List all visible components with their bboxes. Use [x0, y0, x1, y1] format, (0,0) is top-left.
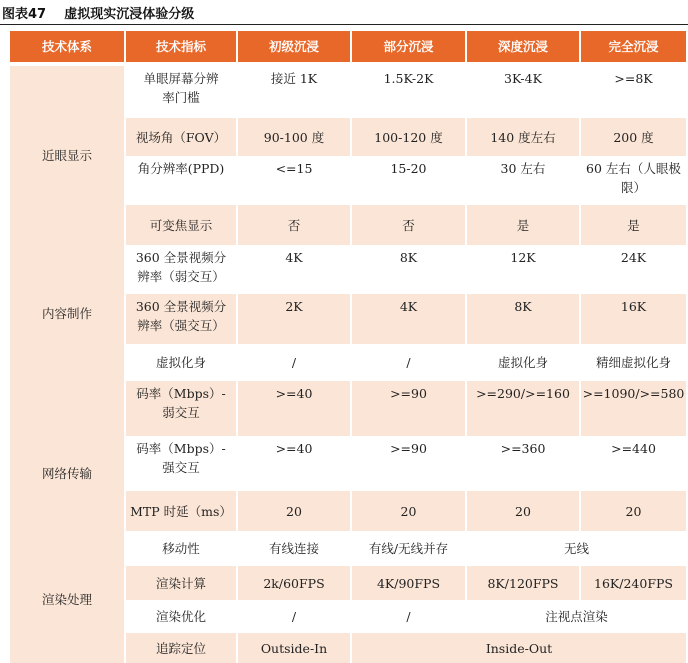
indicator-cell-text: 角分辨率(PPD) — [137, 161, 225, 176]
value-cell — [352, 245, 465, 294]
value-cell-merged-text: 注视点渲染 — [545, 609, 608, 624]
value-cell — [352, 156, 465, 205]
value-cell — [352, 600, 465, 633]
indicator-cell — [126, 294, 236, 344]
indicator-cell-text: 追踪定位 — [155, 640, 206, 656]
value-cell — [467, 118, 579, 156]
value-cell — [352, 118, 465, 156]
indicator-cell-text: 渲染优化 — [155, 609, 206, 624]
header-cell-text: 完全沉浸 — [608, 39, 659, 54]
value-cell — [467, 294, 579, 344]
value-cell-text: / — [406, 355, 411, 370]
value-cell — [238, 600, 350, 633]
value-cell — [352, 436, 465, 491]
group-label-cell — [10, 66, 124, 245]
indicator-cell — [126, 491, 236, 531]
value-cell — [581, 66, 686, 118]
group-label-cell-text: 网络传输 — [41, 466, 92, 481]
value-cell — [238, 156, 350, 205]
value-cell-text: 4K/90FPS — [376, 575, 441, 591]
indicator-cell — [126, 344, 236, 381]
header-cell-text: 初级沉浸 — [268, 39, 319, 54]
value-cell-text: >=90 — [390, 441, 427, 456]
value-cell-text: 20 — [400, 503, 417, 519]
value-cell-text: 是 — [516, 217, 530, 233]
value-cell-text: 2k/60FPS — [263, 575, 325, 591]
indicator-cell-text: 单眼屏幕分辨 率门槛 — [143, 71, 219, 105]
value-cell-merged — [467, 600, 686, 633]
indicator-cell-text: 360 全景视频分 辨率（强交互） — [135, 299, 227, 333]
value-cell-text: 接近 1K — [270, 71, 318, 86]
value-cell — [581, 344, 686, 381]
value-cell-merged — [352, 633, 686, 663]
header-cell-text: 深度沉浸 — [497, 39, 548, 54]
value-cell — [467, 491, 579, 531]
indicator-cell-text: 码率（Mbps）- 强交互 — [136, 441, 226, 475]
indicator-cell — [126, 436, 236, 491]
value-cell-text: 是 — [627, 217, 640, 233]
value-cell — [352, 381, 465, 436]
value-cell — [467, 156, 579, 205]
value-cell-text: 有线连接 — [268, 541, 319, 556]
indicator-cell — [126, 66, 236, 118]
value-cell-text: 90-100 度 — [263, 129, 325, 145]
value-cell-text: >=290/>=160 — [476, 386, 570, 401]
value-cell-text: 20 — [625, 503, 642, 519]
group-label-cell-text: 渲染处理 — [41, 592, 92, 607]
value-cell-merged — [467, 531, 686, 566]
indicator-cell-text: 虚拟化身 — [155, 355, 206, 370]
value-cell — [238, 491, 350, 531]
value-cell-text: >=40 — [275, 441, 313, 456]
value-cell-text: 20 — [286, 503, 302, 519]
group-label-cell — [10, 566, 124, 633]
value-cell — [581, 381, 686, 436]
value-cell — [238, 294, 350, 344]
value-cell-text: 8K/120FPS — [487, 575, 559, 591]
indicator-cell — [126, 600, 236, 633]
value-cell-text: / — [291, 609, 297, 624]
indicator-cell — [126, 205, 236, 245]
value-cell — [238, 205, 350, 245]
value-cell-text: 8K — [399, 250, 418, 265]
group-label-cell-text: 内容制作 — [41, 305, 92, 321]
value-cell-text: 24K — [620, 250, 647, 265]
value-cell — [238, 531, 350, 566]
value-cell — [238, 566, 350, 600]
value-cell-text: >=440 — [611, 441, 656, 456]
header-cell-text: 技术体系 — [41, 39, 92, 54]
indicator-cell-text: 渲染计算 — [155, 575, 206, 591]
value-cell-text: 2K — [285, 299, 303, 314]
indicator-cell-text: 视场角（FOV） — [135, 129, 227, 145]
value-cell-text: 有线/无线并存 — [368, 541, 449, 556]
header-cell — [126, 31, 236, 62]
value-cell-text: 12K — [510, 250, 536, 265]
value-cell — [352, 491, 465, 531]
value-cell-text: >=40 — [275, 386, 313, 401]
value-cell — [352, 344, 465, 381]
value-cell — [581, 491, 686, 531]
value-cell — [581, 245, 686, 294]
value-cell-text: 60 左右（人眼极 限） — [586, 161, 681, 195]
value-cell — [238, 344, 350, 381]
indicator-cell — [126, 156, 236, 205]
indicator-cell-text: 360 全景视频分 辨率（弱交互） — [135, 250, 227, 284]
header-cell — [581, 31, 686, 62]
header-cell — [10, 31, 124, 62]
value-cell — [581, 118, 686, 156]
value-cell — [352, 205, 465, 245]
value-cell-text: >=360 — [500, 441, 546, 456]
value-cell-text: <=15 — [275, 161, 313, 176]
value-cell — [238, 436, 350, 491]
header-cell-text: 部分沉浸 — [383, 39, 434, 54]
indicator-cell — [126, 118, 236, 156]
value-cell-merged-text: Inside-Out — [485, 640, 553, 656]
value-cell-text: 虚拟化身 — [497, 355, 548, 370]
value-cell-text: 100-120 度 — [374, 129, 443, 145]
value-cell — [352, 531, 465, 566]
value-cell — [238, 381, 350, 436]
group-label-cell-text: 近眼显示 — [41, 148, 92, 163]
value-cell-text: 16K — [620, 299, 647, 314]
indicator-cell-text: 码率（Mbps）- 弱交互 — [136, 386, 226, 420]
value-cell-text: >=90 — [390, 386, 427, 401]
value-cell — [467, 66, 579, 118]
indicator-cell — [126, 633, 236, 663]
value-cell-text: / — [406, 609, 411, 624]
value-cell-text: 20 — [515, 503, 531, 519]
value-cell — [238, 118, 350, 156]
value-cell-text: 8K — [514, 299, 532, 314]
value-cell — [352, 66, 465, 118]
value-cell — [467, 245, 579, 294]
value-cell-text: 否 — [402, 217, 415, 233]
value-cell-text: 4K — [399, 299, 418, 314]
indicator-cell — [126, 381, 236, 436]
value-cell — [581, 205, 686, 245]
value-cell — [581, 436, 686, 491]
value-cell — [467, 436, 579, 491]
value-cell — [581, 566, 686, 600]
value-cell-text: / — [291, 355, 297, 370]
value-cell — [467, 566, 579, 600]
value-cell — [238, 633, 350, 663]
value-cell-text: >=8K — [614, 71, 653, 86]
value-cell — [467, 205, 579, 245]
value-cell — [581, 156, 686, 205]
value-cell — [352, 294, 465, 344]
indicator-cell-text: 可变焦显示 — [149, 217, 213, 233]
figure-title-text: 虚拟现实沉浸体验分级 — [64, 7, 195, 22]
value-cell — [238, 245, 350, 294]
header-cell — [352, 31, 465, 62]
group-label-cell — [10, 633, 124, 663]
header-cell — [467, 31, 579, 62]
value-cell-text: 4K — [285, 250, 303, 265]
header-cell — [238, 31, 350, 62]
indicator-cell-text: 移动性 — [162, 541, 200, 556]
value-cell-text: >=1090/>=580 — [582, 386, 685, 401]
value-cell-text: 精细虚拟化身 — [595, 355, 671, 370]
value-cell — [581, 294, 686, 344]
indicator-cell — [126, 566, 236, 600]
value-cell-text: 30 左右 — [500, 161, 546, 176]
indicator-cell-text: MTP 时延（ms） — [130, 503, 232, 519]
value-cell — [467, 344, 579, 381]
value-cell-text: 15-20 — [390, 161, 427, 176]
value-cell-text: 16K/240FPS — [594, 575, 673, 591]
value-cell-text: 1.5K-2K — [383, 71, 434, 86]
value-cell — [467, 381, 579, 436]
value-cell-text: Outside-In — [260, 640, 328, 656]
figure-label: 图表47 — [2, 7, 47, 22]
indicator-cell — [126, 245, 236, 294]
value-cell-merged-text: 无线 — [563, 541, 589, 556]
group-label-cell — [10, 245, 124, 381]
indicator-cell — [126, 531, 236, 566]
value-cell-text: 3K-4K — [504, 71, 542, 86]
group-label-cell — [10, 381, 124, 566]
value-cell-text: 200 度 — [613, 129, 654, 145]
header-cell-text: 技术指标 — [155, 39, 206, 54]
value-cell-text: 否 — [287, 217, 301, 233]
value-cell — [352, 566, 465, 600]
value-cell-text: 140 度左右 — [490, 129, 556, 145]
value-cell — [238, 66, 350, 118]
